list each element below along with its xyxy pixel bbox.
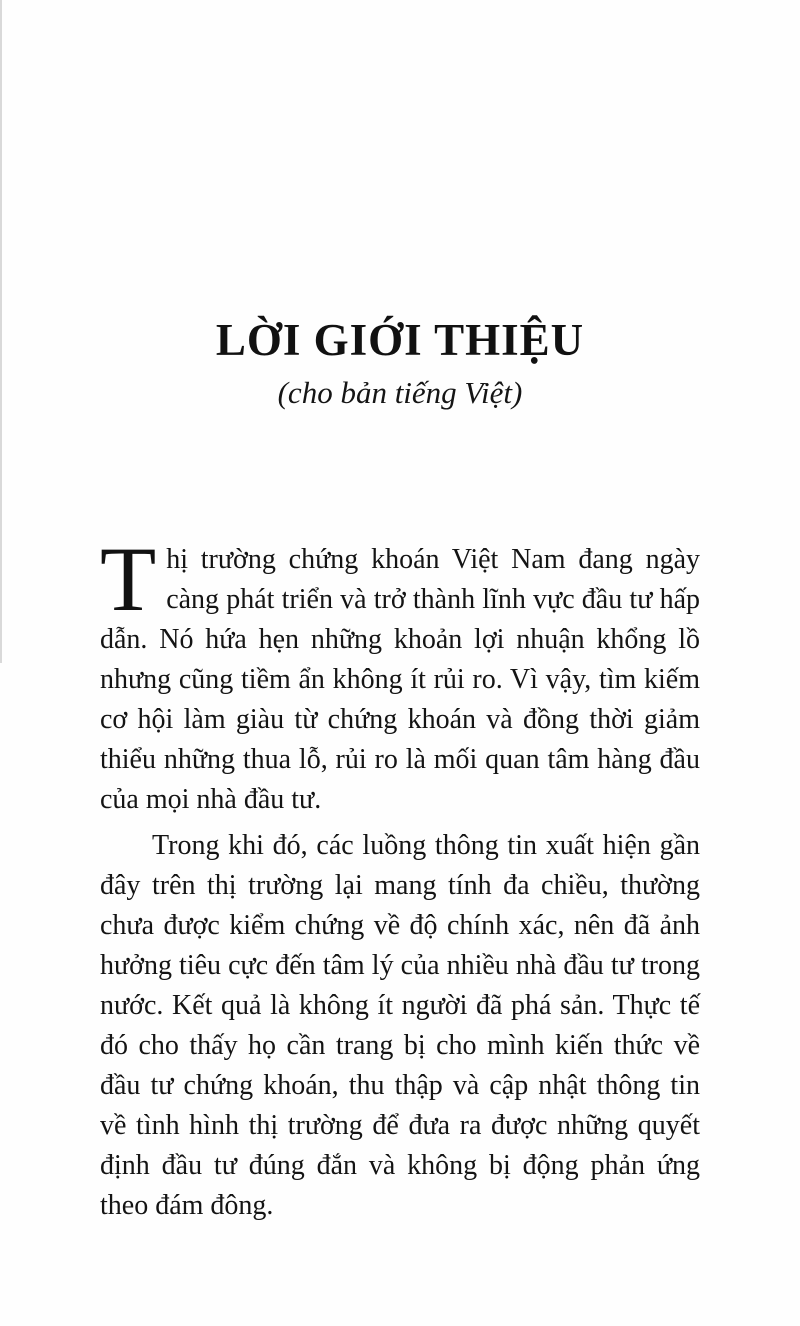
- body-text: [100, 528, 700, 1226]
- paragraph-2: Trong khi đó, các luồng thông tin xuất hiện gần đây trên thị trường lại mang tính đa chiều, thường chưa được kiểm chứng về độ chính xác, nên đã ảnh hưởng tiêu cực đến tâm lý của nhiều nhà đầu tư trong nước. Kết quả là không ít người đã phá sản. Thực tế đó cho thấy họ cần trang bị cho mình kiến thức về đầu tư chứng khoán, thu thập và cập nhật thông tin về tình hình thị trường để đưa ra được những quyết định đầu tư đúng đắn và không bị động phản ứng theo đám đông.: [100, 830, 700, 1221]
- paragraph-1: [100, 528, 700, 820]
- chapter-heading: [0, 313, 800, 411]
- paragraph-1-text: hị trường chứng khoán Việt Nam đang ngày càng phát triển và trở thành lĩnh vực đầu tư hấp dẫn. Nó hứa hẹn những khoản lợi nhuận khổng lồ nhưng cũng tiềm ẩn không ít rủi ro. Vì vậy, tìm kiếm cơ hội làm giàu từ chứng khoán và đồng thời giảm thiểu những thua lỗ, rủi ro là mối quan tâm hàng đầu của mọi nhà đầu tư.: [100, 544, 700, 815]
- drop-cap-letter: T: [100, 528, 157, 630]
- chapter-subtitle: (cho bản tiếng Việt): [277, 375, 523, 410]
- chapter-title: LỜI GIỚI THIỆU: [215, 315, 585, 365]
